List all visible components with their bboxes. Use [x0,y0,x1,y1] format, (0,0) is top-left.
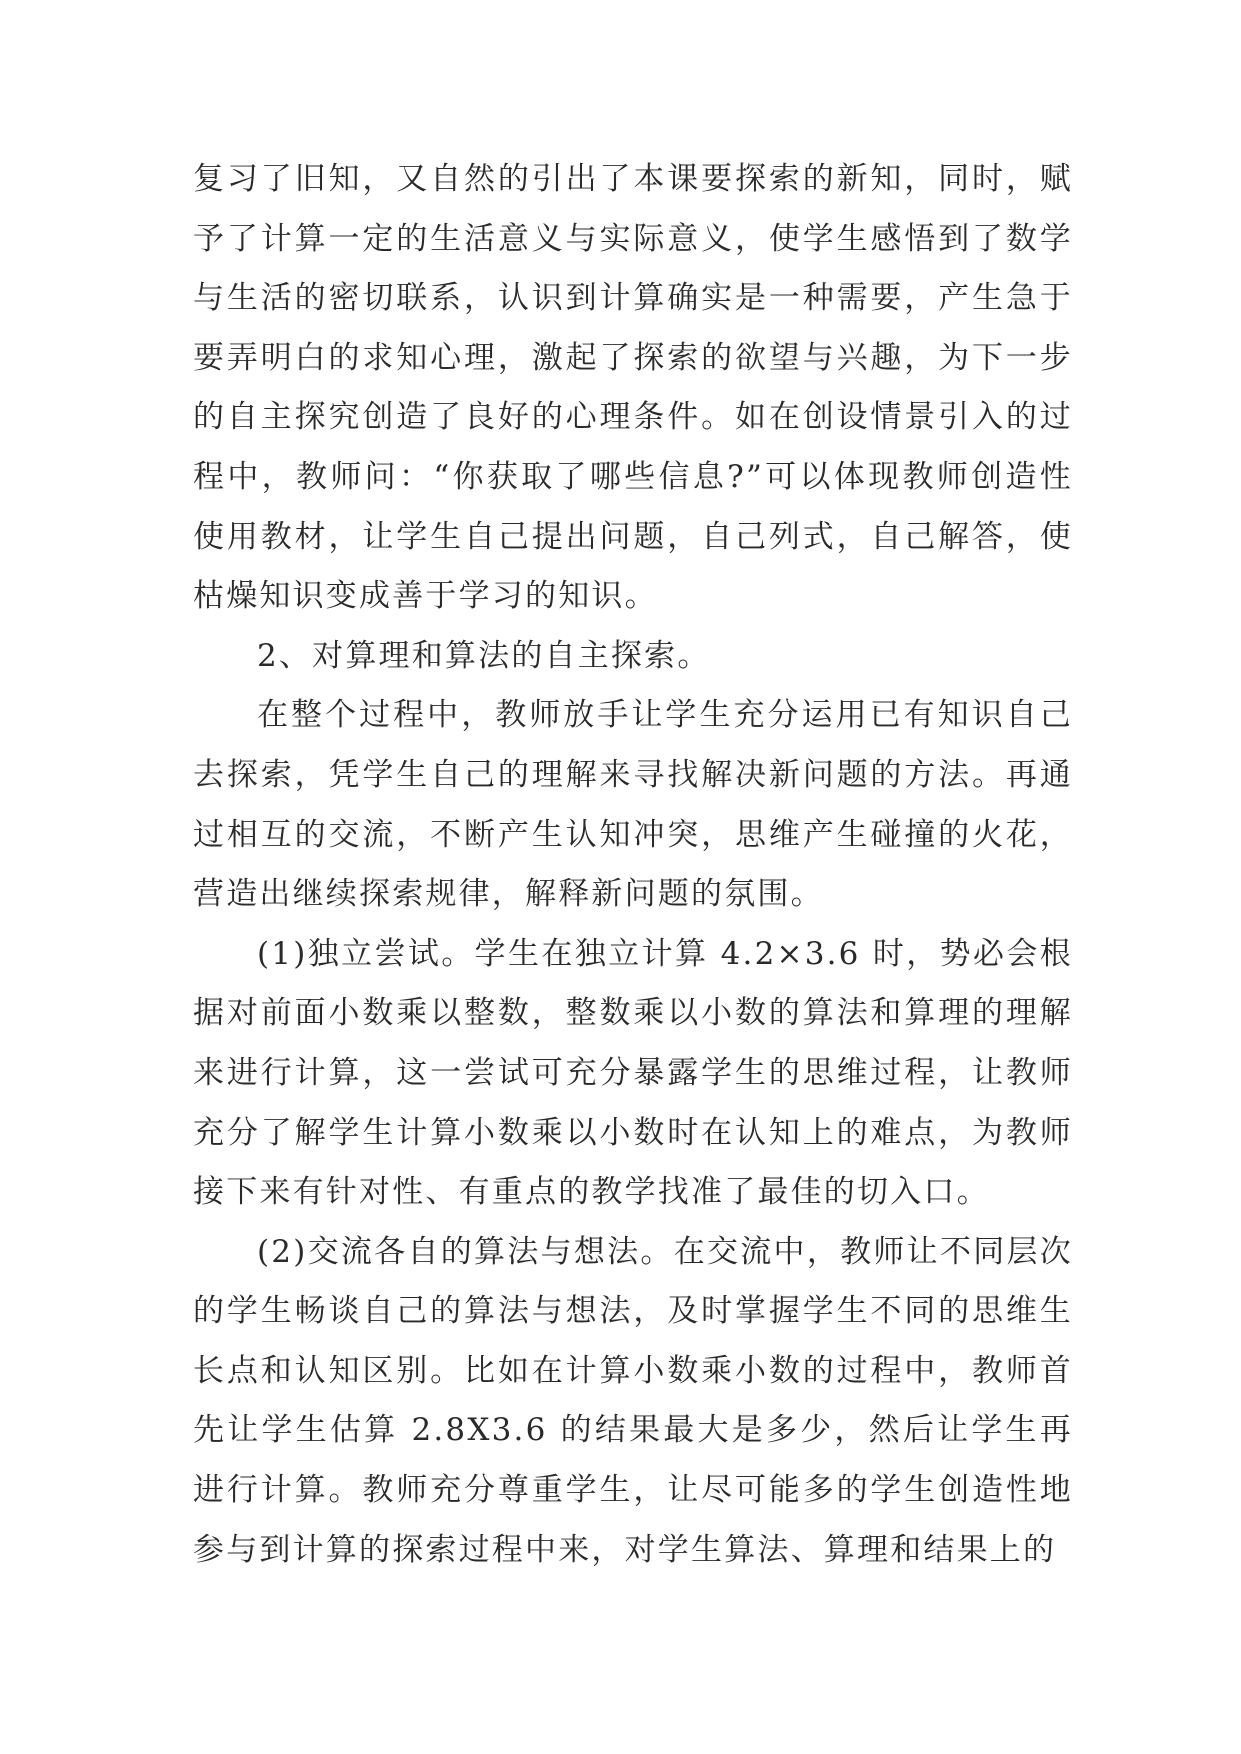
paragraph-exchange-methods: (2)交流各自的算法与想法。在交流中，教师让不同层次的学生畅谈自己的算法与想法，及时掌握学生不同的思维生长点和认知区别。比如在计算小数乘小数的过程中，教师首先让学生估算 2.8X3.6 的结果最大是多少，然后让学生再进行计算。教师充分尊重学生，让尽可能多的学生创造性地参与到计算的探索过程中来，对学生算法、算理和结果上的 [193,1233,1073,1568]
paragraph-independent-try: (1)独立尝试。学生在独立计算 4.2×3.6 时，势必会根据对前面小数乘以整数，整数乘以小数的算法和算理的理解来进行计算，这一尝试可充分暴露学生的思维过程，让教师充分了解学生计算小数乘以小数时在认知上的难点，为教师接下来有针对性、有重点的教学找准了最佳的切入口。 [193,935,1073,1211]
paragraph-heading-2: 2、对算理和算法的自主探索。 [257,637,711,674]
paragraph-continuation: 复习了旧知，又自然的引出了本课要探索的新知，同时，赋予了计算一定的生活意义与实际意义，使学生感悟到了数学与生活的密切联系，认识到计算确实是一种需要，产生急于要弄明白的求知心理，激起了探索的欲望与兴趣，为下一步的自主探究创造了良好的心理条件。如在创设情景引入的过程中，教师问：“你获取了哪些信息?”可以体现教师创造性使用教材，让学生自己提出问题，自己列式，自己解答，使枯燥知识变成善于学习的知识。 [193,161,1073,615]
body-text [193,150,1073,1580]
paragraph-process: 在整个过程中，教师放手让学生充分运用已有知识自己去探索，凭学生自己的理解来寻找解决新问题的方法。再通过相互的交流，不断产生认知冲突，思维产生碰撞的火花，营造出继续探索规律，解释新问题的氛围。 [193,697,1073,913]
